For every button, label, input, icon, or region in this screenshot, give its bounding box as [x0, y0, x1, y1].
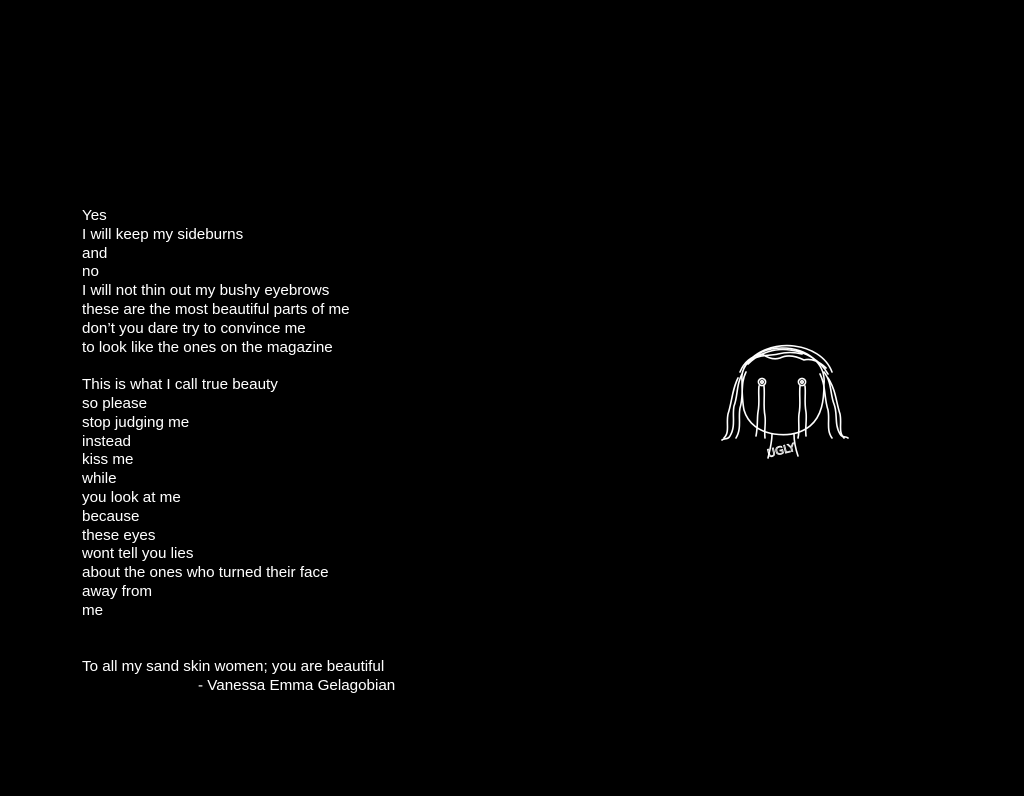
- author-signature: - Vanessa Emma Gelagobian: [198, 677, 396, 694]
- right-pupil: [801, 381, 803, 383]
- poem-line: This is what I call true beauty: [82, 376, 278, 394]
- poem-line: I will keep my sideburns: [82, 225, 244, 243]
- poem-line: you look at me: [82, 488, 181, 506]
- poem-line: because: [82, 507, 140, 525]
- left-pupil: [761, 381, 763, 383]
- poem-line: these eyes: [82, 526, 156, 544]
- crying-face-drawing: [714, 338, 850, 468]
- hair-strand: [724, 378, 738, 438]
- poem-line: wont tell you lies: [82, 545, 194, 563]
- hair-strand: [736, 372, 746, 438]
- hair-strand: [824, 372, 848, 438]
- hair-strand: [740, 354, 826, 372]
- tear-stream: [798, 386, 800, 438]
- tear-stream: [805, 386, 806, 436]
- poem-line: these are the most beautiful parts of me: [82, 300, 350, 318]
- poem-line: don’t you dare try to convince me: [82, 319, 306, 337]
- poem-line: stop judging me: [82, 413, 190, 431]
- right-eye: [798, 378, 805, 385]
- dedication: [82, 657, 395, 695]
- dedication-text: To all my sand skin women; you are beautiful: [82, 658, 385, 675]
- poem-line: kiss me: [82, 451, 134, 469]
- poem-line: to look like the ones on the magazine: [82, 338, 333, 356]
- stanza-gap: [82, 357, 502, 376]
- poem: [82, 207, 502, 621]
- left-eye: [758, 378, 765, 385]
- poem-line: and: [82, 244, 108, 262]
- poem-line: away from: [82, 582, 153, 600]
- tear-stream: [764, 386, 765, 438]
- poem-line: no: [82, 263, 99, 281]
- neck-text: UGLY: [766, 440, 797, 461]
- poem-line: me: [82, 601, 104, 619]
- poem-line: so please: [82, 394, 148, 412]
- poem-line: while: [82, 470, 117, 488]
- head-outline: [742, 348, 824, 435]
- poem-line: Yes: [82, 207, 107, 224]
- poem-line: about the ones who turned their face: [82, 564, 329, 582]
- poem-line: instead: [82, 432, 131, 450]
- poem-line: I will not thin out my bushy eyebrows: [82, 282, 330, 300]
